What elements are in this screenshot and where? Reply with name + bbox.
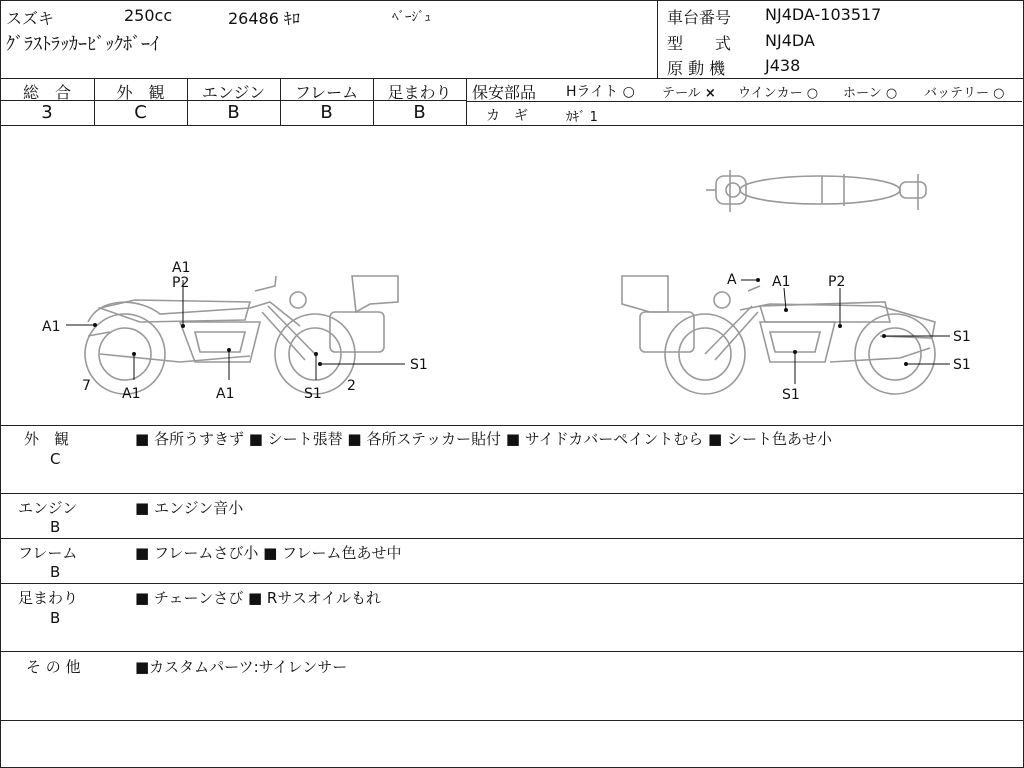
damage-label: A1 [216,386,235,402]
damage-label: S1 [304,386,322,402]
grade-frame-label: フレーム [294,83,359,102]
damage-label: A1 [42,319,61,335]
maker: スズキ [6,9,55,28]
damage-label: A1 [172,260,191,276]
grade-exterior-value: C [134,102,147,123]
grade-exterior-label: 外 観 [116,83,165,102]
grade-frame-value: B [320,102,333,123]
note-category: フレーム [18,544,78,562]
engine-label: 原 動 機 [667,59,726,78]
note-grade: C [50,450,61,468]
displacement: 250cc [124,6,173,25]
grid-line [0,425,1024,426]
damage-label: 2 [347,378,356,394]
motorcycle-left-view-icon [85,276,398,394]
grid-line [466,101,1022,102]
grid-line [0,78,1024,79]
note-text: ■ フレームさび小 ■ フレーム色あせ中 [135,544,402,562]
grade-engine-value: B [227,102,240,123]
note-text: ■ チェーンさび ■ Rサスオイルもれ [135,589,381,607]
motorcycle-diagram [0,126,1022,424]
type-label: 型 式 [667,34,732,53]
grid-line [0,538,1024,539]
note-text: ■ エンジン音小 [135,499,244,517]
note-text: ■カスタムパーツ:サイレンサー [135,658,348,676]
mileage: 26486 ｷﾛ [228,9,300,28]
frame-no-label: 車台番号 [667,8,732,27]
damage-label: 7 [82,378,91,394]
motorcycle-right-view-icon [622,276,935,394]
grade-engine-label: エンジン [201,83,266,102]
note-category: 足まわり [18,589,79,607]
safety-headlight: Hライト ○ [566,84,635,100]
damage-label: S1 [410,357,428,373]
note-grade: B [50,518,61,536]
grade-overall-label: 総 合 [22,83,71,102]
damage-label: A1 [122,386,141,402]
grade-suspension-label: 足まわり [387,83,452,102]
damage-label: A1 [772,274,791,290]
note-grade: B [50,609,61,627]
safety-winker: ウインカー ○ [738,86,819,101]
color: ﾍﾞｰｼﾞｭ [392,10,431,25]
grid-line [0,583,1024,584]
damage-label: S1 [953,357,971,373]
grade-overall-value: 3 [41,102,53,123]
grade-suspension-value: B [413,102,426,123]
safety-tail: テール × [662,86,716,101]
grid-line [0,651,1024,652]
damage-label: A [727,272,737,288]
model-name: ｸﾞﾗｽﾄﾗｯｶｰﾋﾞｯｸﾎﾞｰｲ [6,34,159,55]
type-value: NJ4DA [765,31,815,50]
note-category: 外 観 [24,430,70,448]
damage-label: S1 [953,329,971,345]
grid-line [0,493,1024,494]
damage-label: S1 [782,387,800,403]
header-divider [657,0,658,78]
grid-line [0,720,1024,721]
note-category: エンジン [18,499,78,517]
engine-value: J438 [765,56,801,75]
motorcycle-top-view-icon [706,170,926,212]
safety-battery: バッテリー ○ [924,86,1005,101]
frame-no: NJ4DA-103517 [765,5,882,24]
note-grade: B [50,563,61,581]
damage-label: P2 [828,274,846,290]
note-category: そ の 他 [26,658,81,676]
key-label: カ ギ [486,108,528,124]
safety-horn: ホーン ○ [843,86,898,101]
damage-label: P2 [172,275,190,291]
key-value: ｶｷﾞ 1 [566,110,598,125]
note-text: ■ 各所うすきず ■ シート張替 ■ 各所ステッカー貼付 ■ サイドカバーペイントむら ■ シート色あせ小 [135,430,832,448]
safety-label: 保安部品 [472,83,537,102]
